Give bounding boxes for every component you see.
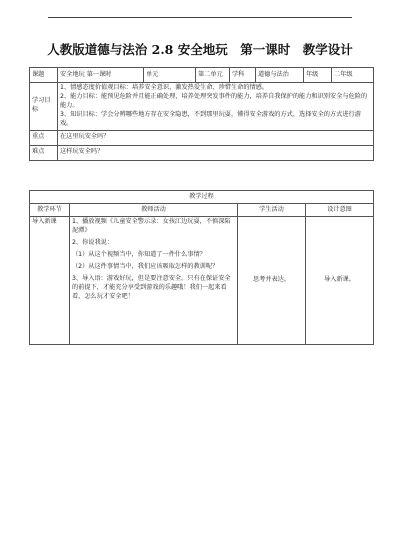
col-teacher-header: 教师活动 xyxy=(70,204,238,217)
stage-cell: 导入新课 xyxy=(30,217,70,345)
grade-value: 二年级 xyxy=(332,68,374,83)
process-table xyxy=(29,190,374,345)
subject-label: 学科 xyxy=(230,68,256,83)
objective-emotion: 1、情感态度价值观目标：培养安全意识，激发热爱生命、珍惜生命的情感。 xyxy=(60,84,269,91)
question-one: （1）从这个视频当中，你知道了一件什么事情？ xyxy=(72,250,206,258)
difficulty-label: 难点 xyxy=(30,145,58,160)
header-rule xyxy=(48,17,352,18)
topic-value: 安全地玩 第一课时 xyxy=(58,68,144,83)
col-stage-header: 教学环节 xyxy=(30,204,70,217)
student-activity-cell: 思考并表达。 xyxy=(238,217,306,345)
key-point-value: 在这里玩安全吗？ xyxy=(58,130,374,145)
activity-video: 1、播放视频《儿童安全警示录：女孩江边玩耍，不慎深陷泥潭》 xyxy=(72,218,231,234)
col-design-header: 设计意图 xyxy=(306,204,374,217)
topic-label: 课题 xyxy=(30,68,58,83)
unit-label: 单元 xyxy=(144,68,196,83)
question-two: （2）从这件事情当中，我们应该吸取怎样的教训呢？ xyxy=(72,262,219,270)
objectives-label: 学习目标 xyxy=(30,83,58,131)
objectives-cell xyxy=(58,83,374,131)
col-student-header: 学生活动 xyxy=(238,204,306,217)
objective-knowledge: 3、知识目标：学会分辨哪些地方存在安全隐患，不到那里玩耍，懂得安全游戏的方式，选择安全的方式进行游戏。 xyxy=(60,110,361,127)
grade-label: 年级 xyxy=(304,68,332,83)
activity-intro: 3、导入语：游戏好玩，但是要注意安全。只有在保证安全的前提下，才能充分享受到游戏的乐趣哦！我们一起来看看，怎么玩才安全吧！ xyxy=(72,274,231,300)
difficulty-value: 这样玩安全吗？ xyxy=(58,145,374,160)
page-title: 人教版道德与法治 2.8 安全地玩 第一课时 教学设计 xyxy=(47,42,353,57)
process-header: 教学过程 xyxy=(30,191,374,204)
subject-value: 道德与法治 xyxy=(256,68,304,83)
teacher-activity-cell xyxy=(70,217,238,345)
design-intent-cell: 导入新课。 xyxy=(306,217,374,345)
key-point-label: 重点 xyxy=(30,130,58,145)
info-table xyxy=(29,67,374,161)
objective-ability: 2、能力目标：能预见危险并且能正确处理，培养处理突发事件的能力，培养自我保护的能力和识别安全与危险的能力。 xyxy=(60,92,368,109)
unit-value: 第二单元 xyxy=(196,68,230,83)
activity-discussion: 2、你说我说： xyxy=(72,238,114,246)
